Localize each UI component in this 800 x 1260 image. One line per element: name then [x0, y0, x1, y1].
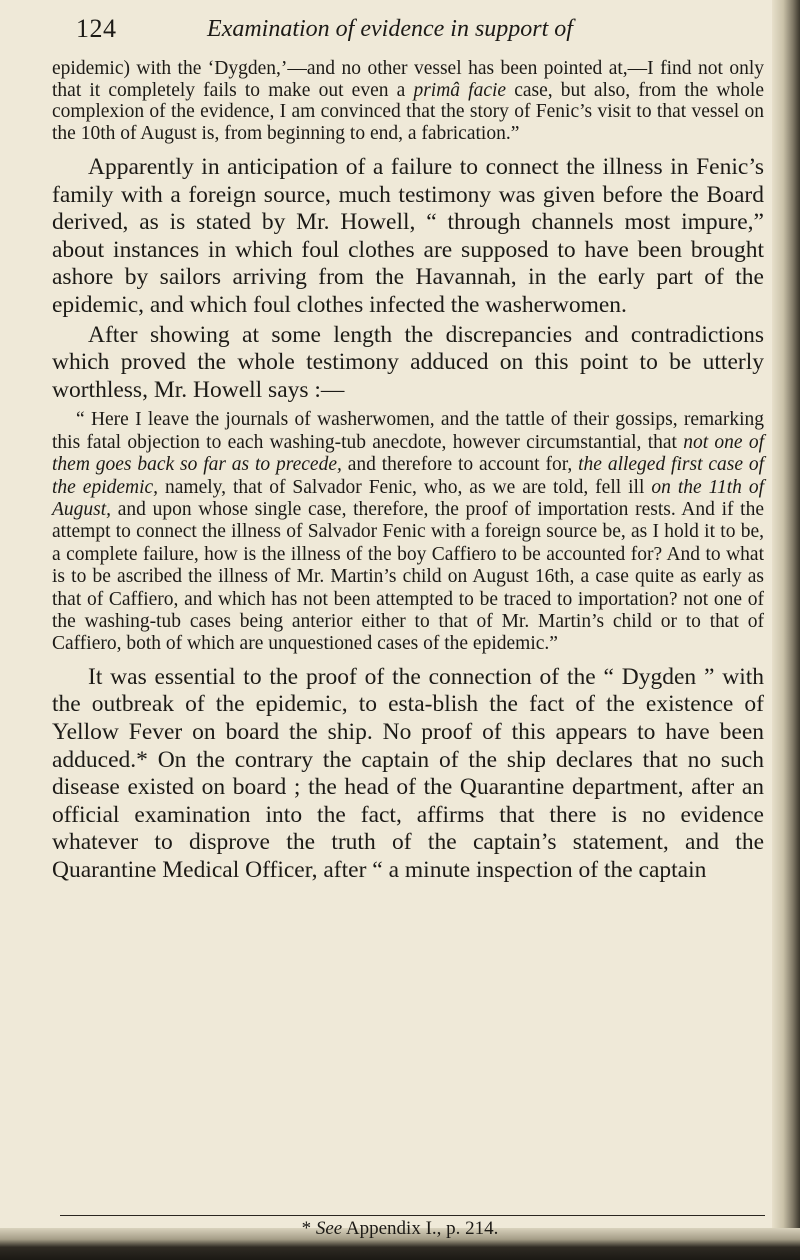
howell-quote-italic-a: not one of them goes back so far as to precede, [52, 431, 764, 476]
page-edge-shadow [772, 0, 800, 1260]
howell-quote-text-c: namely, that of Salvador Fenic, who, as we are told, fell ill [158, 476, 652, 498]
quote-italic-prima-facie: primâ facie [413, 79, 507, 101]
howell-quote-italic-c: on the 11th of August, [52, 476, 764, 520]
howell-quote-text-b: and therefore to account for, [341, 454, 579, 476]
page-body [52, 58, 764, 885]
howell-quote-text-a: “ Here I leave the journals of washerwomen, and the tattle of their gossips, remarking this fatal objection to each washing-tub anecdote, however circumstantial, that [52, 409, 764, 453]
page-header [0, 14, 780, 54]
paragraph-yellow-fever-proof: It was essential to the proof of the connection of the “ Dygden ” with the outbreak of the epidemic, to esta-blish the fact of the existence of Yellow Fever on board the ship. No proof of this appears to have been adduced.* On the contrary the captain of the ship declares that no such disease existed on board ; the head of the Quarantine department, after an official examination into the fact, affirms that there is no evidence whatever to disprove the truth of the captain’s statement, and the Quarantine Medical Officer, after “ a minute inspection of the captain [52, 663, 764, 883]
footnote-marker: * [301, 1218, 316, 1239]
footnote [0, 1218, 800, 1240]
quote-continuation [52, 58, 764, 144]
running-title: Examination of evidence in support of [207, 16, 573, 42]
footnote-rule [60, 1215, 765, 1216]
footnote-see: See [315, 1218, 343, 1239]
howell-quote [52, 409, 764, 655]
quote-text-b: case, but also, from the whole complexion of the evidence, I am convinced that the story of Fenic’s visit to that vessel on the 10th of August is, from beginning to end, a fabrication.” [52, 79, 765, 144]
quote-text-a: epidemic) with the ‘Dygden,’—and no other vessel has been pointed at,—I find not only that it completely fails to make out even a [52, 58, 764, 101]
paragraph-discrepancies: After showing at some length the discrepancies and contradictions which proved the whole testimony adduced on this point to be utterly worthless, Mr. Howell says :— [52, 321, 764, 403]
howell-quote-text-d: and upon whose single case, therefore, the proof of importation rests. And if the attempt to connect the illness of Salvador Fenic with a foreign source be, as I hold it to be, a complete failure, how is the illness of the boy Caffiero to be accounted for? And to what is to be ascribed the illness of Mr. Martin’s child on August 16th, a case quite as early as that of Caffiero, and which has not been attempted to be traced to importation? not one of the washing-tub cases being anterior either to that of Mr. Martin’s child or to that of Caffiero, both of which are unquestioned cases of the epidemic.” [52, 498, 764, 655]
paragraph-anticipation: Apparently in anticipation of a failure to connect the illness in Fenic’s family with a foreign source, much testimony was given before the Board derived, as is stated by Mr. Howell, “ through channels most impure,” about instances in which foul clothes are supposed to have been brought ashore by sailors arriving from the Havannah, in the early part of the epidemic, and which foul clothes infected the washerwomen. [52, 154, 764, 318]
page-number: 124 [76, 14, 117, 43]
howell-quote-italic-b: the alleged first case of the epidemic, [52, 454, 765, 498]
footnote-reference: Appendix I., p. 214. [342, 1218, 499, 1239]
